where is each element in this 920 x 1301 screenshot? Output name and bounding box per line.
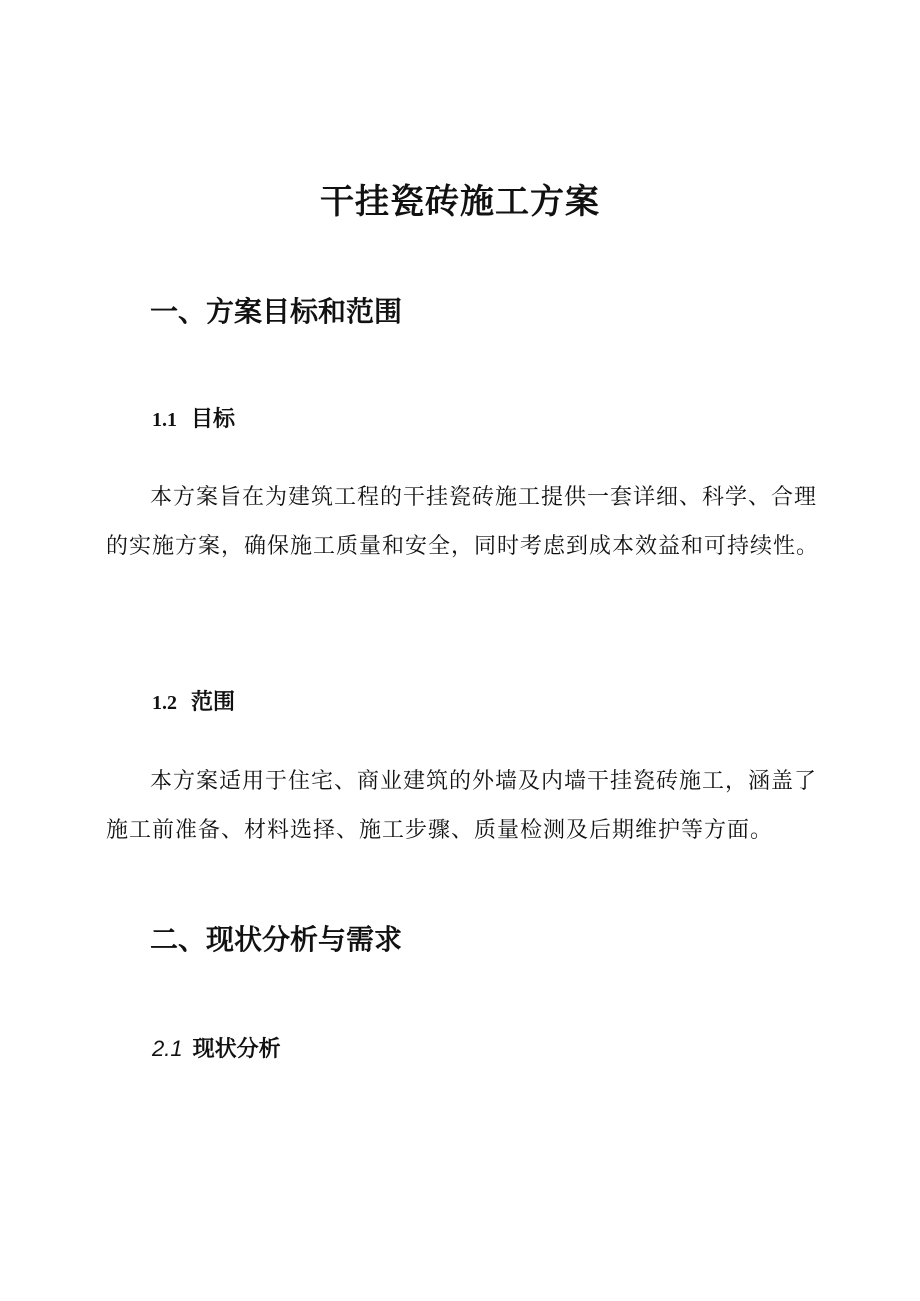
- subsection-title: 现状分析: [192, 1037, 281, 1062]
- subsection-heading-1-1: [152, 403, 235, 437]
- subsection-title: 范围: [191, 690, 236, 715]
- subsection-heading-2-1: [152, 1032, 281, 1067]
- subsection-number: 1.1: [152, 409, 177, 431]
- subsection-heading-1-2: [152, 686, 235, 720]
- document-title: 干挂瓷砖施工方案: [320, 182, 600, 222]
- subsection-title: 目标: [191, 407, 236, 432]
- section-heading-1: 一、方案目标和范围: [150, 295, 403, 328]
- subsection-number: 2.1: [152, 1036, 183, 1061]
- paragraph-goal: 本方案旨在为建筑工程的干挂瓷砖施工提供一套详细、科学、合理的实施方案，确保施工质量和安全，同时考虑到成本效益和可持续性。: [106, 485, 820, 559]
- paragraph-scope: 本方案适用于住宅、商业建筑的外墙及内墙干挂瓷砖施工，涵盖了施工前准备、材料选择、施工步骤、质量检测及后期维护等方面。: [106, 769, 818, 843]
- subsection-number: 1.2: [152, 692, 177, 714]
- section-heading-2: 二、现状分析与需求: [150, 923, 403, 956]
